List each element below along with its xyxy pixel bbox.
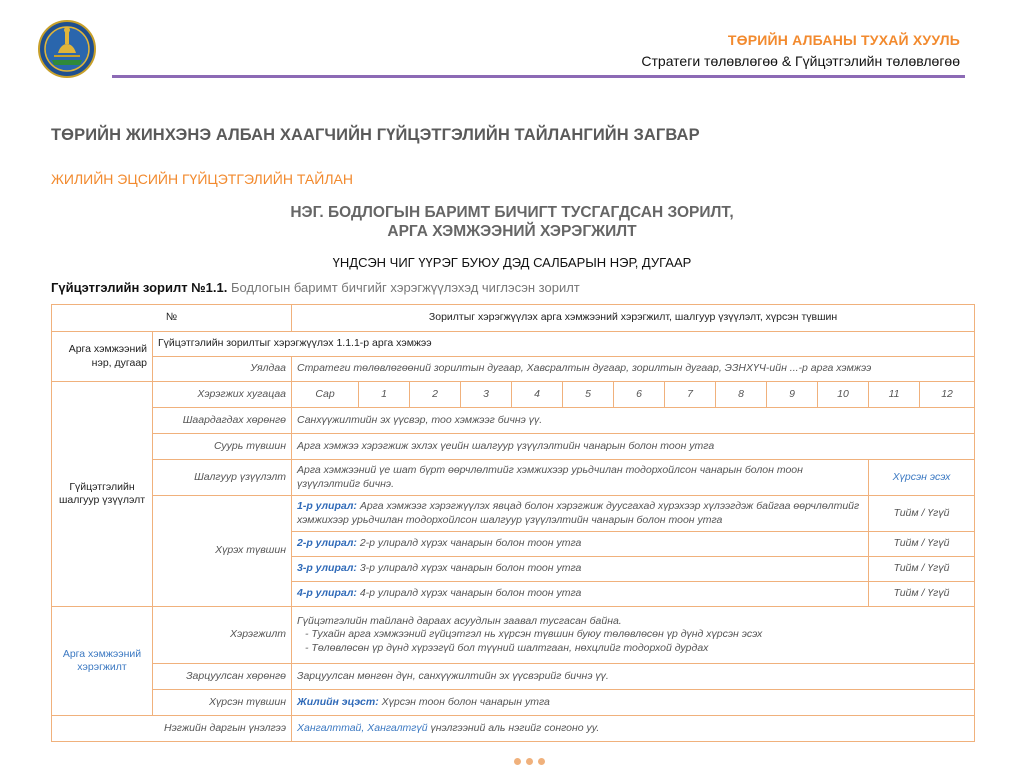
unit-name: ҮНДСЭН ЧИГ ҮҮРЭГ БУЮУ ДЭД САЛБАРЫН НЭР, ДУГААР — [332, 255, 692, 270]
section-heading — [0, 203, 1024, 241]
month-cell: 7 — [665, 382, 716, 408]
table-row — [52, 664, 975, 690]
table-row — [52, 607, 975, 664]
month-cell: 5 — [563, 382, 614, 408]
table-row — [52, 496, 975, 532]
month-cell: 8 — [716, 382, 767, 408]
level-label: 4-р улирал: — [297, 587, 357, 600]
objective-label: Гүйцэтгэлийн зорилт №1.1. — [51, 280, 228, 295]
table-row — [52, 460, 975, 496]
baseline-value: Арга хэмжээ хэрэгжиж эхлэх үеийн шалгуур үзүүлэлтийн чанарын болон тоон утга — [292, 434, 975, 460]
report-title: ЖИЛИЙН ЭЦСИЙН ГҮЙЦЭТГЭЛИЙН ТАЙЛАН — [51, 171, 353, 187]
level-text — [292, 532, 869, 557]
level-description: 4-р улиралд хүрэх чанарын болон тоон утга — [359, 587, 582, 600]
measure-name-label: Арга хэмжээний нэр, дугаар — [52, 332, 153, 382]
indicator-label: Шалгуур үзүүлэлт — [153, 460, 292, 496]
month-cell: 9 — [767, 382, 818, 408]
indicator-value: Арга хэмжээний үе шат бүрт өөрчлөлтийг хэмжихээр урьдчилан тодорхойлсон чанарын болон тоон үзүүлэлтийг бичнэ. — [292, 460, 869, 496]
month-cell: 6 — [614, 382, 665, 408]
level-description: 2-р улиралд хүрэх чанарын болон тоон утга — [359, 537, 582, 550]
table-row — [52, 716, 975, 742]
level-text — [292, 557, 869, 582]
target-label: Хүрэх түвшин — [153, 496, 292, 607]
column-header: Зорилтыг хэрэгжүүлэх арга хэмжээний хэрэгжилт, шалгуур үзүүлэлт, хүрсэн түвшин — [292, 305, 975, 332]
level-description: Арга хэмжээг хэрэгжүүлэх явцад болон хэрэгжиж дуусгахад хүрэхээр хүлээгдэж байгаа өөрчлөлтийг хэмжихээр урьдчилан тодорхойлсон шалгуур үзүүлэлтийн чанарын болон тоон утга — [297, 500, 860, 526]
achieved-eval-header: Хүрсэн эсэх — [869, 460, 975, 496]
link-label: Уялдаа — [153, 357, 292, 382]
month-cell: 10 — [818, 382, 869, 408]
table-row — [52, 382, 975, 408]
level-label: 3-р улирал: — [297, 562, 357, 575]
level-label: 2-р улирал: — [297, 537, 357, 550]
pagination-dot — [514, 758, 521, 765]
level-text — [292, 496, 869, 532]
funding-value: Санхүүжилтийн эх үүсвэр, тоо хэмжээг бичнэ үү. — [292, 408, 975, 434]
month-cell: 1 — [359, 382, 410, 408]
funding-label: Шаардагдах хөрөнгө — [153, 408, 292, 434]
table-row — [52, 434, 975, 460]
implementation-bullet: - Төлөвлөсөн үр дүнд хүрээгүй бол түүний шалтгаан, нөхцлийг тодорхой дурдах — [305, 641, 709, 654]
month-cell: 12 — [920, 382, 975, 408]
header-divider — [112, 75, 965, 78]
table-row — [52, 690, 975, 716]
assessment-value — [292, 716, 975, 742]
pagination-dot — [538, 758, 545, 765]
assessment-label: Нэгжийн даргын үнэлгээ — [52, 716, 292, 742]
table-row — [52, 332, 975, 357]
implementation-intro: Гүйцэтгэлийн тайланд дараах асуудлын заавал тусгасан байна. — [297, 614, 622, 627]
assessment-text: үнэлгээний аль нэгийг сонгоно уу. — [430, 721, 600, 734]
month-cell: 4 — [512, 382, 563, 408]
baseline-label: Суурь түвшин — [153, 434, 292, 460]
link-value: Стратеги төлөвлөгөөний зорилтын дугаар, Хавсралтын дугаар, зорилтын дугаар, ЭЗНХҮЧ-ийн ...-р арга хэмжээ — [292, 357, 975, 382]
level-answer[interactable]: Тийм / Үгүй — [869, 557, 975, 582]
month-cell: 3 — [461, 382, 512, 408]
level-answer[interactable]: Тийм / Үгүй — [869, 496, 975, 532]
level-text — [292, 582, 869, 607]
level-answer[interactable]: Тийм / Үгүй — [869, 582, 975, 607]
spent-value: Зарцуулсан мөнгөн дүн, санхүүжилтийн эх үүсвэрийг бичнэ үү. — [292, 664, 975, 690]
pagination-dot — [526, 758, 533, 765]
section-heading-line-1: НЭГ. БОДЛОГЫН БАРИМТ БИЧИГТ ТУСГАГДСАН ЗОРИЛТ, — [290, 204, 734, 221]
measure-name-value: Гүйцэтгэлийн зорилтыг хэрэгжүүлэх 1.1.1-р арга хэмжээ — [153, 332, 975, 357]
level-label: 1-р улирал: — [297, 500, 357, 512]
section-heading-line-2: АРГА ХЭМЖЭЭНИЙ ХЭРЭГЖИЛТ — [387, 223, 637, 240]
table-row — [52, 357, 975, 382]
achieved-value-label: Жилийн эцэст: — [297, 695, 379, 708]
plan-subtitle: Стратеги төлөвлөгөө & Гүйцэтгэлийн төлөвлөгөө — [641, 53, 960, 69]
month-cell: 2 — [410, 382, 461, 408]
month-cell: 11 — [869, 382, 920, 408]
objective — [51, 280, 580, 295]
number-header: № — [52, 305, 292, 332]
level-answer[interactable]: Тийм / Үгүй — [869, 532, 975, 557]
measure-group-label: Арга хэмжээний хэрэгжилт — [52, 607, 153, 716]
implementation-bullet: - Тухайн арга хэмжээний гүйцэтгэл нь хүрсэн түвшин буюу төлөвлөсөн үр дүнд хүрсэн эсэх — [305, 628, 763, 641]
soyombo-emblem-icon — [38, 20, 96, 78]
objective-text: Бодлогын баримт бичгийг хэрэгжүүлэхэд чиглэсэн зорилт — [230, 280, 580, 295]
table-row — [52, 408, 975, 434]
achieved-value — [292, 690, 975, 716]
implementation-label: Хэрэгжилт — [153, 607, 292, 664]
implementation-value — [292, 607, 975, 664]
level-description: 3-р улиралд хүрэх чанарын болон тоон утга — [359, 562, 582, 575]
performance-table — [51, 304, 975, 742]
document-title: ТӨРИЙН ЖИНХЭНЭ АЛБАН ХААГЧИЙН ГҮЙЦЭТГЭЛИЙН ТАЙЛАНГИЙН ЗАГВАР — [51, 126, 700, 144]
spent-label: Зарцуулсан хөрөнгө — [153, 664, 292, 690]
pagination-dots-icon — [514, 752, 550, 770]
achieved-value-text: Хүрсэн тоон болон чанарын утга — [381, 695, 550, 708]
achieved-label: Хүрсэн түвшин — [153, 690, 292, 716]
assessment-options: Хангалттай, Хангалтгүй — [297, 721, 428, 734]
law-title: ТӨРИЙН АЛБАНЫ ТУХАЙ ХУУЛЬ — [727, 32, 960, 48]
month-label: Сар — [292, 382, 359, 408]
criteria-group-label: Гүйцэтгэлийн шалгуур үзүүлэлт — [52, 382, 153, 607]
table-header-row — [52, 305, 975, 332]
period-label: Хэрэгжих хугацаа — [153, 382, 292, 408]
